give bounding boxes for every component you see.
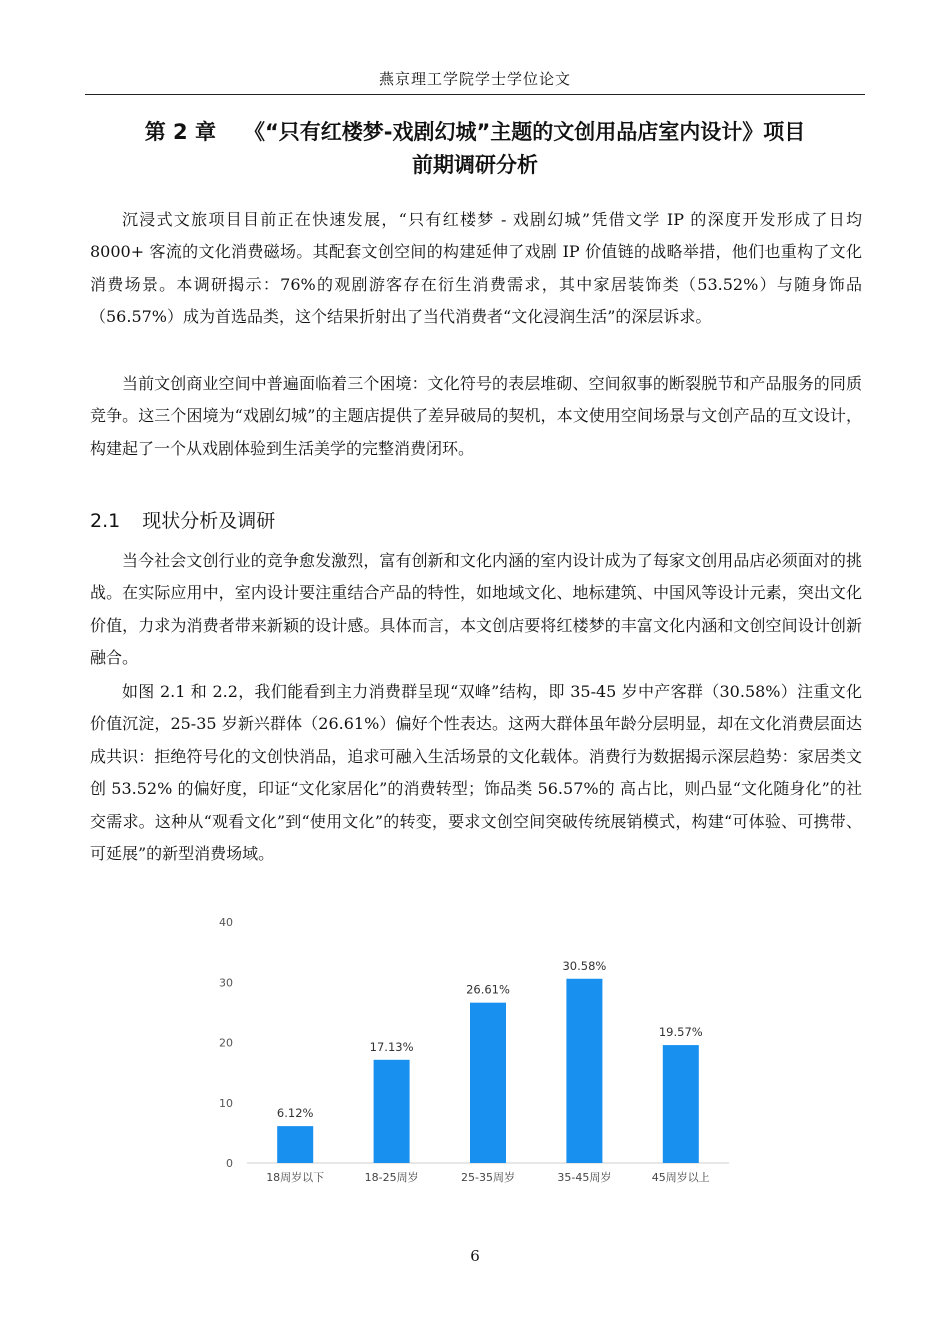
bar-data-label: 26.61% bbox=[466, 982, 510, 997]
chapter-number: 第 2 章 bbox=[144, 120, 216, 144]
bar-chart-svg bbox=[205, 905, 745, 1195]
paragraph-intro-2: 当前文创商业空间中普遍面临着三个困境：文化符号的表层堆砌、空间叙事的断裂脱节和产品服务的同质竞争。这三个困境为“戏剧幻城”的主题店提供了差异破局的契机，本文使用空间场景与文创产品的互文设计，构建起了一个从戏剧体验到生活美学的完整消费闭环。 bbox=[90, 374, 862, 458]
x-tick-label: 18-25周岁 bbox=[364, 1171, 419, 1184]
page-number: 6 bbox=[470, 1247, 480, 1265]
chapter-title-line1 bbox=[85, 116, 865, 149]
bar-data-label: 30.58% bbox=[562, 958, 607, 973]
chapter-title bbox=[85, 116, 865, 182]
y-tick-label: 20 bbox=[219, 1036, 233, 1050]
bar-data-label: 17.13% bbox=[369, 1039, 414, 1054]
x-tick-label: 25-35周岁 bbox=[461, 1171, 515, 1184]
paragraph-section-1: 当今社会文创行业的竞争愈发激烈，富有创新和文化内涵的室内设计成为了每家文创用品店必须面对的挑战。在实际应用中，室内设计要注重结合产品的特性，如地域文化、地标建筑、中国风等设计元素，突出文化价值，力求为消费者带来新颖的设计感。具体而言，本文创店要将红楼梦的丰富文化内涵和文创空间设计创新融合。 bbox=[90, 551, 862, 668]
paragraph-section-2: 如图 2.1 和 2.2，我们能看到主力消费群呈现“双峰”结构，即 35-45 岁中产客群（30.58%）注重文化价值沉淀，25-35 岁新兴群体（26.61%）偏好个性表达。这两大群体虽年龄分层明显，却在文化消费层面达成共识：拒绝符号化的文创快消品，追求可融入生活场景的文化载体。消费行为数据揭示深层趋势：家居类文创 53.52% 的偏好度，印证“文化家居化”的消费转型；饰品类 56.57%的 高占比，则凸显“文化随身化”的社交需求。这种从“观看文化”到“使用文化”的转变，要求文创空间突破传统展销模式，构建“可体验、可携带、可延展”的新型消费场域。 bbox=[90, 682, 862, 864]
x-tick-label: 45周岁以上 bbox=[651, 1171, 710, 1184]
bar bbox=[663, 1045, 699, 1163]
section-number: 2.1 bbox=[90, 510, 121, 532]
y-tick-label: 10 bbox=[219, 1096, 233, 1110]
bar bbox=[566, 979, 602, 1163]
chapter-title-line2: 前期调研分析 bbox=[412, 153, 538, 177]
y-tick-label: 0 bbox=[226, 1157, 233, 1170]
bar-data-label: 6.12% bbox=[276, 1106, 314, 1121]
y-tick-label: 40 bbox=[219, 916, 233, 929]
bar bbox=[374, 1060, 410, 1163]
x-tick-label: 35-45周岁 bbox=[557, 1171, 612, 1184]
paragraph-intro-1: 沉浸式文旅项目目前正在快速发展，“只有红楼梦 - 戏剧幻城”凭借文学 IP 的深度开发形成了日均 8000+ 客流的文化消费磁场。其配套文创空间的构建延伸了戏剧 IP 价值链的战略举措，他们也重构了文化消费场景。本调研揭示：76%的观剧游客存在衍生消费需求，其中家居装饰类（53.52%）与随身饰品（56.57%）成为首选品类，这个结果折射出了当代消费者“文化浸润生活”的深层诉求。 bbox=[90, 210, 862, 327]
age-distribution-chart bbox=[205, 905, 745, 1195]
running-header: 燕京理工学院学士学位论文 bbox=[85, 68, 865, 95]
bar bbox=[470, 1003, 506, 1163]
section-heading bbox=[90, 505, 275, 537]
bar bbox=[277, 1126, 313, 1163]
bar-data-label: 19.57% bbox=[658, 1025, 703, 1040]
section-title: 现状分析及调研 bbox=[142, 510, 276, 532]
chapter-title-text: 《“只有红楼梦-戏剧幻城”主题的文创用品店室内设计》项目 bbox=[243, 120, 806, 144]
y-tick-label: 30 bbox=[219, 976, 233, 990]
x-tick-label: 18周岁以下 bbox=[266, 1171, 325, 1184]
